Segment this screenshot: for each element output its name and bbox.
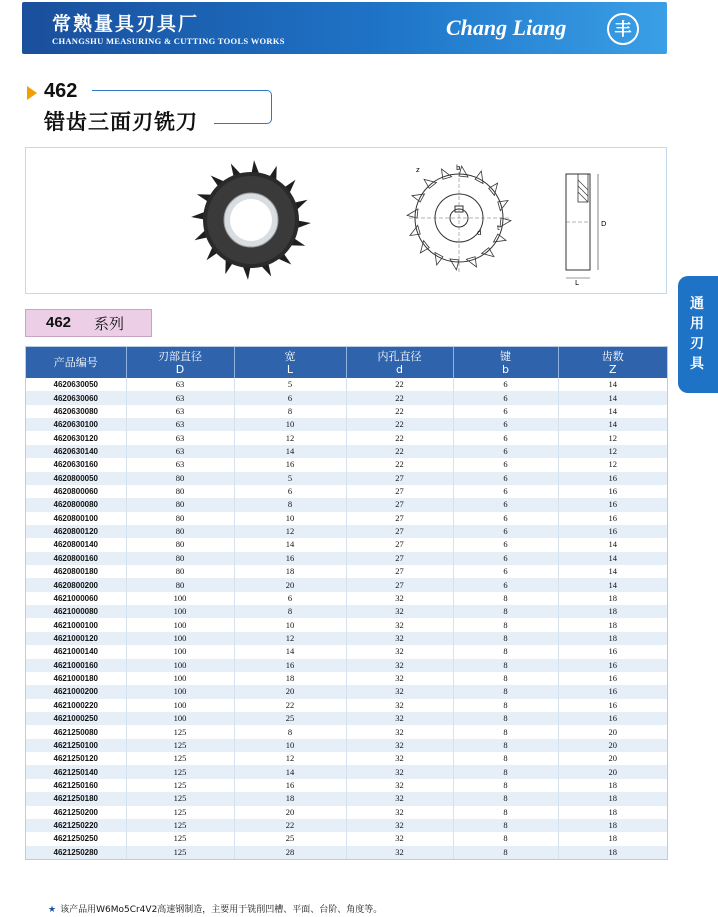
table-cell: 6 xyxy=(453,405,558,418)
table-cell: 27 xyxy=(346,538,453,551)
table-cell: 8 xyxy=(453,618,558,631)
table-row xyxy=(26,445,667,458)
title-arrow-icon xyxy=(27,86,37,100)
table-header-row xyxy=(26,347,667,378)
table-cell: 10 xyxy=(234,618,346,631)
table-cell: 10 xyxy=(234,512,346,525)
table-cell: 6 xyxy=(453,431,558,444)
table-cell: 14 xyxy=(234,765,346,778)
table-cell: 63 xyxy=(126,391,234,404)
table-cell: 80 xyxy=(126,485,234,498)
table-cell: 6 xyxy=(453,538,558,551)
table-cell: 14 xyxy=(234,645,346,658)
table-cell: 4621250250 xyxy=(26,832,126,845)
table-cell: 4621250200 xyxy=(26,806,126,819)
table-cell: 63 xyxy=(126,445,234,458)
table-cell: 12 xyxy=(234,632,346,645)
table-cell: 12 xyxy=(234,752,346,765)
table-cell: 10 xyxy=(234,739,346,752)
table-row xyxy=(26,405,667,418)
table-cell: 14 xyxy=(558,418,667,431)
table-row xyxy=(26,712,667,725)
table-cell: 6 xyxy=(453,498,558,511)
table-cell: 8 xyxy=(453,712,558,725)
table-cell: 100 xyxy=(126,712,234,725)
svg-text:丰: 丰 xyxy=(614,20,632,40)
table-cell: 32 xyxy=(346,806,453,819)
table-cell: 125 xyxy=(126,806,234,819)
table-cell: 63 xyxy=(126,458,234,471)
table-cell: 4621250180 xyxy=(26,792,126,805)
table-cell: 80 xyxy=(126,552,234,565)
table-cell: 6 xyxy=(453,445,558,458)
table-cell: 16 xyxy=(558,485,667,498)
table-row xyxy=(26,659,667,672)
table-cell: 22 xyxy=(346,391,453,404)
table-cell: 32 xyxy=(346,725,453,738)
table-row xyxy=(26,391,667,404)
table-cell: 14 xyxy=(558,538,667,551)
table-cell: 100 xyxy=(126,618,234,631)
table-cell: 4621250120 xyxy=(26,752,126,765)
table-cell: 100 xyxy=(126,672,234,685)
table-cell: 80 xyxy=(126,525,234,538)
table-cell: 20 xyxy=(234,685,346,698)
table-cell: 4620800200 xyxy=(26,578,126,591)
table-cell: 6 xyxy=(234,592,346,605)
table-cell: 16 xyxy=(234,458,346,471)
table-cell: 32 xyxy=(346,659,453,672)
table-cell: 8 xyxy=(453,792,558,805)
table-row xyxy=(26,512,667,525)
table-cell: 16 xyxy=(558,512,667,525)
table-cell: 8 xyxy=(453,752,558,765)
table-cell: 4621000140 xyxy=(26,645,126,658)
table-cell: 20 xyxy=(558,725,667,738)
table-cell: 4620630100 xyxy=(26,418,126,431)
table-cell: 32 xyxy=(346,645,453,658)
table-cell: 4621250220 xyxy=(26,819,126,832)
table-cell: 8 xyxy=(234,405,346,418)
table-cell: 100 xyxy=(126,699,234,712)
table-cell: 4620800180 xyxy=(26,565,126,578)
table-cell: 5 xyxy=(234,378,346,391)
table-cell: 18 xyxy=(234,792,346,805)
table-cell: 125 xyxy=(126,832,234,845)
table-row xyxy=(26,565,667,578)
category-side-tab-label: 通用刃具 xyxy=(690,296,704,372)
table-cell: 22 xyxy=(234,819,346,832)
table-row xyxy=(26,431,667,444)
table-cell: 4620630050 xyxy=(26,378,126,391)
table-cell: 80 xyxy=(126,512,234,525)
table-cell: 8 xyxy=(453,819,558,832)
brand-name: Chang Liang xyxy=(446,15,567,40)
table-cell: 4621000080 xyxy=(26,605,126,618)
table-cell: 4621250100 xyxy=(26,739,126,752)
table-cell: 63 xyxy=(126,405,234,418)
table-cell: 32 xyxy=(346,846,453,859)
table-cell: 8 xyxy=(453,685,558,698)
table-cell: 4620800100 xyxy=(26,512,126,525)
table-cell: 27 xyxy=(346,552,453,565)
table-cell: 6 xyxy=(453,512,558,525)
table-cell: 4621000180 xyxy=(26,672,126,685)
table-cell: 32 xyxy=(346,699,453,712)
table-cell: 22 xyxy=(346,458,453,471)
table-cell: 32 xyxy=(346,752,453,765)
table-row xyxy=(26,552,667,565)
table-cell: 6 xyxy=(453,391,558,404)
star-icon: ★ xyxy=(48,905,57,915)
table-cell: 18 xyxy=(234,672,346,685)
table-cell: 63 xyxy=(126,431,234,444)
table-cell: 16 xyxy=(558,498,667,511)
table-row xyxy=(26,378,667,391)
table-cell: 125 xyxy=(126,792,234,805)
table-cell: 8 xyxy=(453,699,558,712)
table-cell: 8 xyxy=(453,725,558,738)
svg-text:D: D xyxy=(601,220,607,228)
table-cell: 8 xyxy=(234,498,346,511)
table-cell: 18 xyxy=(558,592,667,605)
table-cell: 4621250080 xyxy=(26,725,126,738)
series-code: 462 xyxy=(46,314,72,331)
table-cell: 125 xyxy=(126,739,234,752)
table-cell: 32 xyxy=(346,592,453,605)
table-cell: 8 xyxy=(453,605,558,618)
table-cell: 100 xyxy=(126,592,234,605)
table-row xyxy=(26,725,667,738)
table-cell: 8 xyxy=(453,846,558,859)
table-cell: 14 xyxy=(558,552,667,565)
table-cell: 8 xyxy=(234,605,346,618)
title-divider xyxy=(92,90,216,91)
table-cell: 8 xyxy=(453,779,558,792)
table-cell: 16 xyxy=(558,645,667,658)
table-cell: 22 xyxy=(346,445,453,458)
table-cell: 14 xyxy=(558,405,667,418)
cutter-side-view xyxy=(548,156,618,286)
table-cell: 4620630120 xyxy=(26,431,126,444)
table-cell: 8 xyxy=(453,592,558,605)
table-cell: 32 xyxy=(346,618,453,631)
table-row xyxy=(26,846,667,859)
table-cell: 6 xyxy=(453,458,558,471)
table-cell: 32 xyxy=(346,765,453,778)
table-cell: 18 xyxy=(558,792,667,805)
table-cell: 16 xyxy=(234,779,346,792)
table-cell: 100 xyxy=(126,605,234,618)
table-cell: 14 xyxy=(558,378,667,391)
table-cell: 20 xyxy=(234,806,346,819)
table-cell: 4620800160 xyxy=(26,552,126,565)
table-cell: 8 xyxy=(453,739,558,752)
table-cell: 18 xyxy=(558,632,667,645)
table-cell: 14 xyxy=(558,565,667,578)
table-cell: 100 xyxy=(126,685,234,698)
table-cell: 27 xyxy=(346,485,453,498)
table-cell: 4621000160 xyxy=(26,659,126,672)
table-cell: 18 xyxy=(558,605,667,618)
table-cell: 4621250280 xyxy=(26,846,126,859)
table-cell: 8 xyxy=(453,645,558,658)
table-cell: 8 xyxy=(453,659,558,672)
company-name-en: CHANGSHU MEASURING & CUTTING TOOLS WORKS xyxy=(52,36,285,46)
table-cell: 14 xyxy=(234,445,346,458)
table-cell: 6 xyxy=(453,552,558,565)
table-row xyxy=(26,418,667,431)
table-cell: 18 xyxy=(558,819,667,832)
table-cell: 32 xyxy=(346,632,453,645)
table-row xyxy=(26,819,667,832)
table-cell: 22 xyxy=(346,405,453,418)
table-cell: 4621250140 xyxy=(26,765,126,778)
table-cell: 5 xyxy=(234,472,346,485)
table-cell: 6 xyxy=(453,578,558,591)
table-cell: 8 xyxy=(453,672,558,685)
table-cell: 80 xyxy=(126,538,234,551)
table-cell: 6 xyxy=(453,378,558,391)
table-cell: 20 xyxy=(558,739,667,752)
table-cell: 125 xyxy=(126,779,234,792)
table-row xyxy=(26,538,667,551)
table-cell: 125 xyxy=(126,846,234,859)
table-cell: 22 xyxy=(234,699,346,712)
table-cell: 80 xyxy=(126,498,234,511)
table-cell: 6 xyxy=(234,391,346,404)
table-cell: 32 xyxy=(346,819,453,832)
spec-table xyxy=(25,346,668,860)
table-cell: 4620800060 xyxy=(26,485,126,498)
table-cell: 16 xyxy=(558,672,667,685)
table-cell: 4620630160 xyxy=(26,458,126,471)
table-cell: 12 xyxy=(234,525,346,538)
table-cell: 32 xyxy=(346,779,453,792)
table-row xyxy=(26,472,667,485)
table-cell: 6 xyxy=(453,472,558,485)
table-row xyxy=(26,618,667,631)
brand-logo-icon xyxy=(606,12,640,46)
category-side-tab[interactable] xyxy=(678,276,718,393)
cutter-front-view xyxy=(404,156,514,286)
table-cell: 18 xyxy=(558,846,667,859)
table-cell: 100 xyxy=(126,645,234,658)
table-row xyxy=(26,458,667,471)
table-cell: 32 xyxy=(346,685,453,698)
table-cell: 27 xyxy=(346,578,453,591)
footnote xyxy=(48,902,382,915)
table-cell: 18 xyxy=(558,832,667,845)
cutter-photo xyxy=(166,150,336,290)
table-cell: 4621000120 xyxy=(26,632,126,645)
table-cell: 16 xyxy=(234,659,346,672)
table-cell: 125 xyxy=(126,725,234,738)
column-header: 宽 L xyxy=(234,347,346,378)
product-name: 错齿三面刃铣刀 xyxy=(44,109,198,134)
table-cell: 16 xyxy=(558,685,667,698)
table-cell: 4620630060 xyxy=(26,391,126,404)
table-row xyxy=(26,792,667,805)
table-cell: 32 xyxy=(346,605,453,618)
table-cell: 8 xyxy=(453,806,558,819)
table-cell: 32 xyxy=(346,832,453,845)
table-row xyxy=(26,498,667,511)
table-cell: 4621000200 xyxy=(26,685,126,698)
table-cell: 14 xyxy=(234,538,346,551)
table-cell: 4621000250 xyxy=(26,712,126,725)
svg-text:L: L xyxy=(575,279,579,286)
column-header: 刃部直径 D xyxy=(126,347,234,378)
table-cell: 16 xyxy=(558,699,667,712)
table-cell: 32 xyxy=(346,712,453,725)
table-cell: 25 xyxy=(234,712,346,725)
table-row xyxy=(26,592,667,605)
svg-text:b: b xyxy=(456,164,461,172)
table-cell: 16 xyxy=(558,712,667,725)
table-cell: 14 xyxy=(558,391,667,404)
product-code: 462 xyxy=(44,80,78,102)
column-header: 键 b xyxy=(453,347,558,378)
table-row xyxy=(26,806,667,819)
table-cell: 12 xyxy=(558,445,667,458)
column-header: 内孔直径 d xyxy=(346,347,453,378)
table-cell: 6 xyxy=(234,485,346,498)
table-cell: 125 xyxy=(126,819,234,832)
table-cell: 18 xyxy=(558,618,667,631)
table-cell: 4620800140 xyxy=(26,538,126,551)
table-cell: 16 xyxy=(234,552,346,565)
table-cell: 6 xyxy=(453,525,558,538)
svg-text:d: d xyxy=(477,229,482,237)
table-cell: 4621250160 xyxy=(26,779,126,792)
table-cell: 28 xyxy=(234,846,346,859)
table-cell: 14 xyxy=(558,578,667,591)
table-row xyxy=(26,525,667,538)
table-cell: 16 xyxy=(558,472,667,485)
table-row xyxy=(26,685,667,698)
svg-text:t: t xyxy=(497,224,500,232)
table-row xyxy=(26,832,667,845)
table-row xyxy=(26,765,667,778)
table-cell: 32 xyxy=(346,792,453,805)
table-cell: 20 xyxy=(558,765,667,778)
table-cell: 80 xyxy=(126,472,234,485)
table-cell: 8 xyxy=(453,832,558,845)
table-cell: 4620800080 xyxy=(26,498,126,511)
table-row xyxy=(26,699,667,712)
table-cell: 4620630080 xyxy=(26,405,126,418)
table-cell: 12 xyxy=(234,431,346,444)
table-row xyxy=(26,752,667,765)
table-row xyxy=(26,779,667,792)
svg-text:z: z xyxy=(416,166,420,174)
table-row xyxy=(26,578,667,591)
table-cell: 22 xyxy=(346,418,453,431)
table-cell: 32 xyxy=(346,739,453,752)
table-cell: 27 xyxy=(346,512,453,525)
series-label: 系列 xyxy=(94,315,125,333)
table-cell: 80 xyxy=(126,578,234,591)
table-cell: 63 xyxy=(126,418,234,431)
table-cell: 12 xyxy=(558,458,667,471)
table-cell: 4620800050 xyxy=(26,472,126,485)
table-cell: 18 xyxy=(558,779,667,792)
table-row xyxy=(26,632,667,645)
table-cell: 32 xyxy=(346,672,453,685)
table-cell: 22 xyxy=(346,431,453,444)
table-cell: 20 xyxy=(558,752,667,765)
table-cell: 4621000220 xyxy=(26,699,126,712)
table-cell: 18 xyxy=(558,806,667,819)
table-cell: 8 xyxy=(234,725,346,738)
footnote-text: 该产品用W6Mo5Cr4V2高速钢制造，主要用于铣削凹槽、平面、台阶、角度等。 xyxy=(60,905,383,915)
table-cell: 100 xyxy=(126,659,234,672)
table-cell: 6 xyxy=(453,418,558,431)
table-cell: 27 xyxy=(346,472,453,485)
table-row xyxy=(26,485,667,498)
product-figure xyxy=(25,147,667,294)
table-row xyxy=(26,645,667,658)
table-cell: 16 xyxy=(558,659,667,672)
table-row xyxy=(26,672,667,685)
table-cell: 4621000060 xyxy=(26,592,126,605)
table-cell: 25 xyxy=(234,832,346,845)
table-cell: 18 xyxy=(234,565,346,578)
table-row xyxy=(26,739,667,752)
table-cell: 16 xyxy=(558,525,667,538)
title-bracket xyxy=(214,90,272,124)
table-cell: 80 xyxy=(126,565,234,578)
table-cell: 27 xyxy=(346,565,453,578)
series-tag xyxy=(25,309,152,337)
table-cell: 63 xyxy=(126,378,234,391)
table-cell: 27 xyxy=(346,498,453,511)
table-cell: 4621000100 xyxy=(26,618,126,631)
table-cell: 22 xyxy=(346,378,453,391)
table-row xyxy=(26,605,667,618)
table-cell: 20 xyxy=(234,578,346,591)
table-cell: 8 xyxy=(453,765,558,778)
table-cell: 4620800120 xyxy=(26,525,126,538)
table-cell: 125 xyxy=(126,752,234,765)
table-cell: 12 xyxy=(558,431,667,444)
column-header: 齿数 Z xyxy=(558,347,667,378)
table-cell: 100 xyxy=(126,632,234,645)
company-name-cn: 常熟量具刃具厂 xyxy=(52,13,200,35)
table-cell: 6 xyxy=(453,485,558,498)
table-cell: 6 xyxy=(453,565,558,578)
table-cell: 10 xyxy=(234,418,346,431)
header-banner xyxy=(22,2,667,54)
table-cell: 27 xyxy=(346,525,453,538)
column-header: 产品编号 xyxy=(26,347,126,378)
table-cell: 125 xyxy=(126,765,234,778)
table-cell: 4620630140 xyxy=(26,445,126,458)
table-cell: 8 xyxy=(453,632,558,645)
